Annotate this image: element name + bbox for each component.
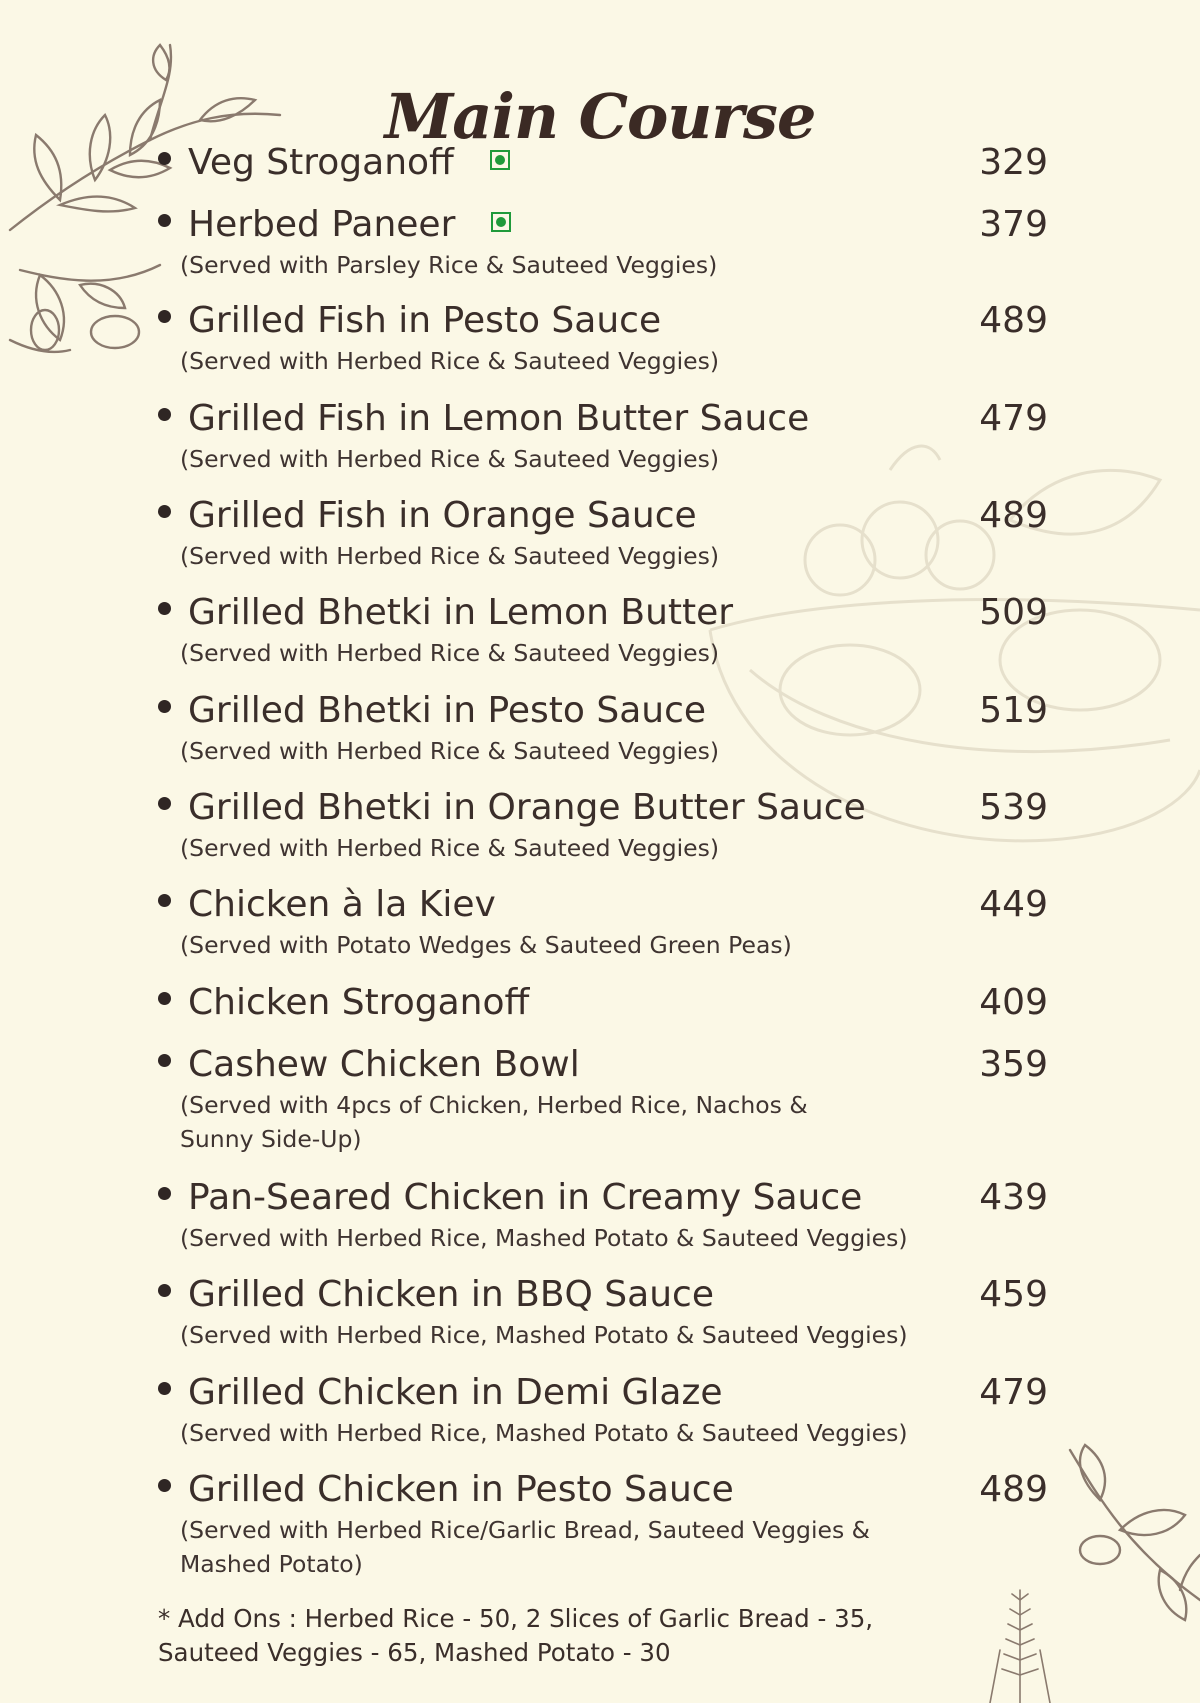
veg-indicator-icon bbox=[490, 150, 510, 170]
lavender-sprig-icon bbox=[960, 1580, 1080, 1703]
menu-item-row bbox=[158, 202, 1048, 248]
add-ons-line: * Add Ons : Herbed Rice - 50, 2 Slices of Garlic Bread - 35, bbox=[158, 1604, 874, 1633]
bullet-icon bbox=[158, 152, 171, 165]
menu-item bbox=[158, 590, 1048, 670]
item-name-text: Grilled Fish in Orange Sauce bbox=[188, 495, 697, 536]
bullet-icon bbox=[158, 797, 171, 810]
menu-item bbox=[158, 140, 1048, 186]
item-price: 509 bbox=[979, 592, 1048, 633]
item-price: 449 bbox=[979, 884, 1048, 925]
menu-item-row bbox=[158, 493, 1048, 539]
item-description: (Served with Herbed Rice & Sauteed Veggies) bbox=[180, 347, 720, 375]
item-description: (Served with Herbed Rice & Sauteed Veggies) bbox=[180, 445, 720, 473]
bullet-icon bbox=[158, 1054, 171, 1067]
item-price: 359 bbox=[979, 1044, 1048, 1085]
bullet-icon bbox=[158, 1382, 171, 1395]
menu-item bbox=[158, 298, 1048, 378]
add-ons-line: Sauteed Veggies - 65, Mashed Potato - 30 bbox=[158, 1638, 671, 1667]
menu-item bbox=[158, 396, 1048, 476]
item-price: 409 bbox=[979, 982, 1048, 1023]
item-name-text: Grilled Chicken in BBQ Sauce bbox=[188, 1274, 714, 1315]
page-title: Main Course bbox=[384, 79, 816, 153]
item-name-text: Chicken à la Kiev bbox=[188, 884, 496, 925]
item-name-text: Grilled Fish in Lemon Butter Sauce bbox=[188, 398, 810, 439]
item-name bbox=[188, 396, 809, 442]
menu-item-row bbox=[158, 590, 1048, 636]
menu-item-row bbox=[158, 785, 1048, 831]
item-description: (Served with Herbed Rice & Sauteed Veggies) bbox=[180, 542, 720, 570]
item-price: 489 bbox=[979, 1469, 1048, 1510]
item-description: (Served with Herbed Rice & Sauteed Veggies) bbox=[180, 737, 720, 765]
menu-item-row bbox=[158, 396, 1048, 442]
item-name bbox=[188, 785, 866, 831]
menu-item-row bbox=[158, 688, 1048, 734]
menu-item-row bbox=[158, 1370, 1048, 1416]
menu-item bbox=[158, 202, 1048, 282]
item-price: 489 bbox=[979, 300, 1048, 341]
menu-item bbox=[158, 980, 1048, 1026]
bullet-icon bbox=[158, 408, 171, 421]
item-name bbox=[188, 882, 496, 928]
item-description: Sunny Side-Up) bbox=[180, 1125, 362, 1153]
item-description: (Served with 4pcs of Chicken, Herbed Rice, Nachos & bbox=[180, 1091, 808, 1119]
item-price: 489 bbox=[979, 495, 1048, 536]
item-name bbox=[188, 1175, 862, 1221]
item-name bbox=[188, 298, 661, 344]
item-description: (Served with Potato Wedges & Sauteed Green Peas) bbox=[180, 931, 792, 959]
menu-item-row bbox=[158, 882, 1048, 928]
item-name-text: Veg Stroganoff bbox=[188, 142, 454, 183]
item-name bbox=[188, 202, 511, 248]
menu-item-row bbox=[158, 980, 1048, 1026]
item-name-text: Grilled Fish in Pesto Sauce bbox=[188, 300, 662, 341]
item-description: (Served with Parsley Rice & Sauteed Veggies) bbox=[180, 251, 718, 279]
bullet-icon bbox=[158, 310, 171, 323]
item-name bbox=[188, 1042, 580, 1088]
bullet-icon bbox=[158, 1284, 171, 1297]
item-name-text: Herbed Paneer bbox=[188, 204, 456, 245]
item-name-text: Chicken Stroganoff bbox=[188, 982, 530, 1023]
item-price: 479 bbox=[979, 398, 1048, 439]
olive-branch-icon bbox=[1060, 1440, 1200, 1640]
bullet-icon bbox=[158, 700, 171, 713]
item-price: 379 bbox=[979, 204, 1048, 245]
item-price: 479 bbox=[979, 1372, 1048, 1413]
menu-item bbox=[158, 1272, 1048, 1352]
item-description: (Served with Herbed Rice, Mashed Potato & Sauteed Veggies) bbox=[180, 1224, 908, 1252]
add-ons-note bbox=[158, 1602, 873, 1670]
item-description: (Served with Herbed Rice, Mashed Potato & Sauteed Veggies) bbox=[180, 1321, 908, 1349]
menu-item bbox=[158, 493, 1048, 573]
item-name-text: Grilled Chicken in Demi Glaze bbox=[188, 1372, 723, 1413]
item-name-text: Cashew Chicken Bowl bbox=[188, 1044, 580, 1085]
item-name-text: Grilled Chicken in Pesto Sauce bbox=[188, 1469, 734, 1510]
item-description: (Served with Herbed Rice, Mashed Potato & Sauteed Veggies) bbox=[180, 1419, 908, 1447]
item-description: (Served with Herbed Rice & Sauteed Veggies) bbox=[180, 639, 720, 667]
item-name bbox=[188, 1370, 723, 1416]
item-price: 459 bbox=[979, 1274, 1048, 1315]
item-name-text: Pan-Seared Chicken in Creamy Sauce bbox=[188, 1177, 863, 1218]
item-name bbox=[188, 140, 510, 186]
menu-item-row bbox=[158, 1042, 1048, 1088]
menu-item bbox=[158, 688, 1048, 768]
menu-item bbox=[158, 882, 1048, 962]
menu-item-row bbox=[158, 140, 1048, 186]
bullet-icon bbox=[158, 505, 171, 518]
item-name bbox=[188, 1272, 714, 1318]
item-name bbox=[188, 493, 697, 539]
menu-item bbox=[158, 1370, 1048, 1450]
item-price: 519 bbox=[979, 690, 1048, 731]
item-name bbox=[188, 590, 733, 636]
bullet-icon bbox=[158, 1479, 171, 1492]
bullet-icon bbox=[158, 992, 171, 1005]
item-name bbox=[188, 980, 529, 1026]
menu-item-row bbox=[158, 1175, 1048, 1221]
menu-item-row bbox=[158, 298, 1048, 344]
item-name bbox=[188, 1467, 734, 1513]
menu-item-row bbox=[158, 1272, 1048, 1318]
item-name bbox=[188, 688, 706, 734]
bullet-icon bbox=[158, 1187, 171, 1200]
menu-item-row bbox=[158, 1467, 1048, 1513]
menu-item bbox=[158, 1042, 1048, 1156]
item-name-text: Grilled Bhetki in Pesto Sauce bbox=[188, 690, 707, 731]
item-price: 439 bbox=[979, 1177, 1048, 1218]
item-description: (Served with Herbed Rice/Garlic Bread, Sauteed Veggies & bbox=[180, 1516, 870, 1544]
item-price: 539 bbox=[979, 787, 1048, 828]
menu-item bbox=[158, 785, 1048, 865]
menu-item bbox=[158, 1175, 1048, 1255]
item-name-text: Grilled Bhetki in Orange Butter Sauce bbox=[188, 787, 866, 828]
menu-item bbox=[158, 1467, 1048, 1581]
bullet-icon bbox=[158, 602, 171, 615]
bullet-icon bbox=[158, 214, 171, 227]
item-description: (Served with Herbed Rice & Sauteed Veggies) bbox=[180, 834, 720, 862]
bullet-icon bbox=[158, 894, 171, 907]
item-description: Mashed Potato) bbox=[180, 1550, 363, 1578]
item-price: 329 bbox=[979, 142, 1048, 183]
item-name-text: Grilled Bhetki in Lemon Butter bbox=[188, 592, 734, 633]
veg-indicator-icon bbox=[491, 212, 511, 232]
